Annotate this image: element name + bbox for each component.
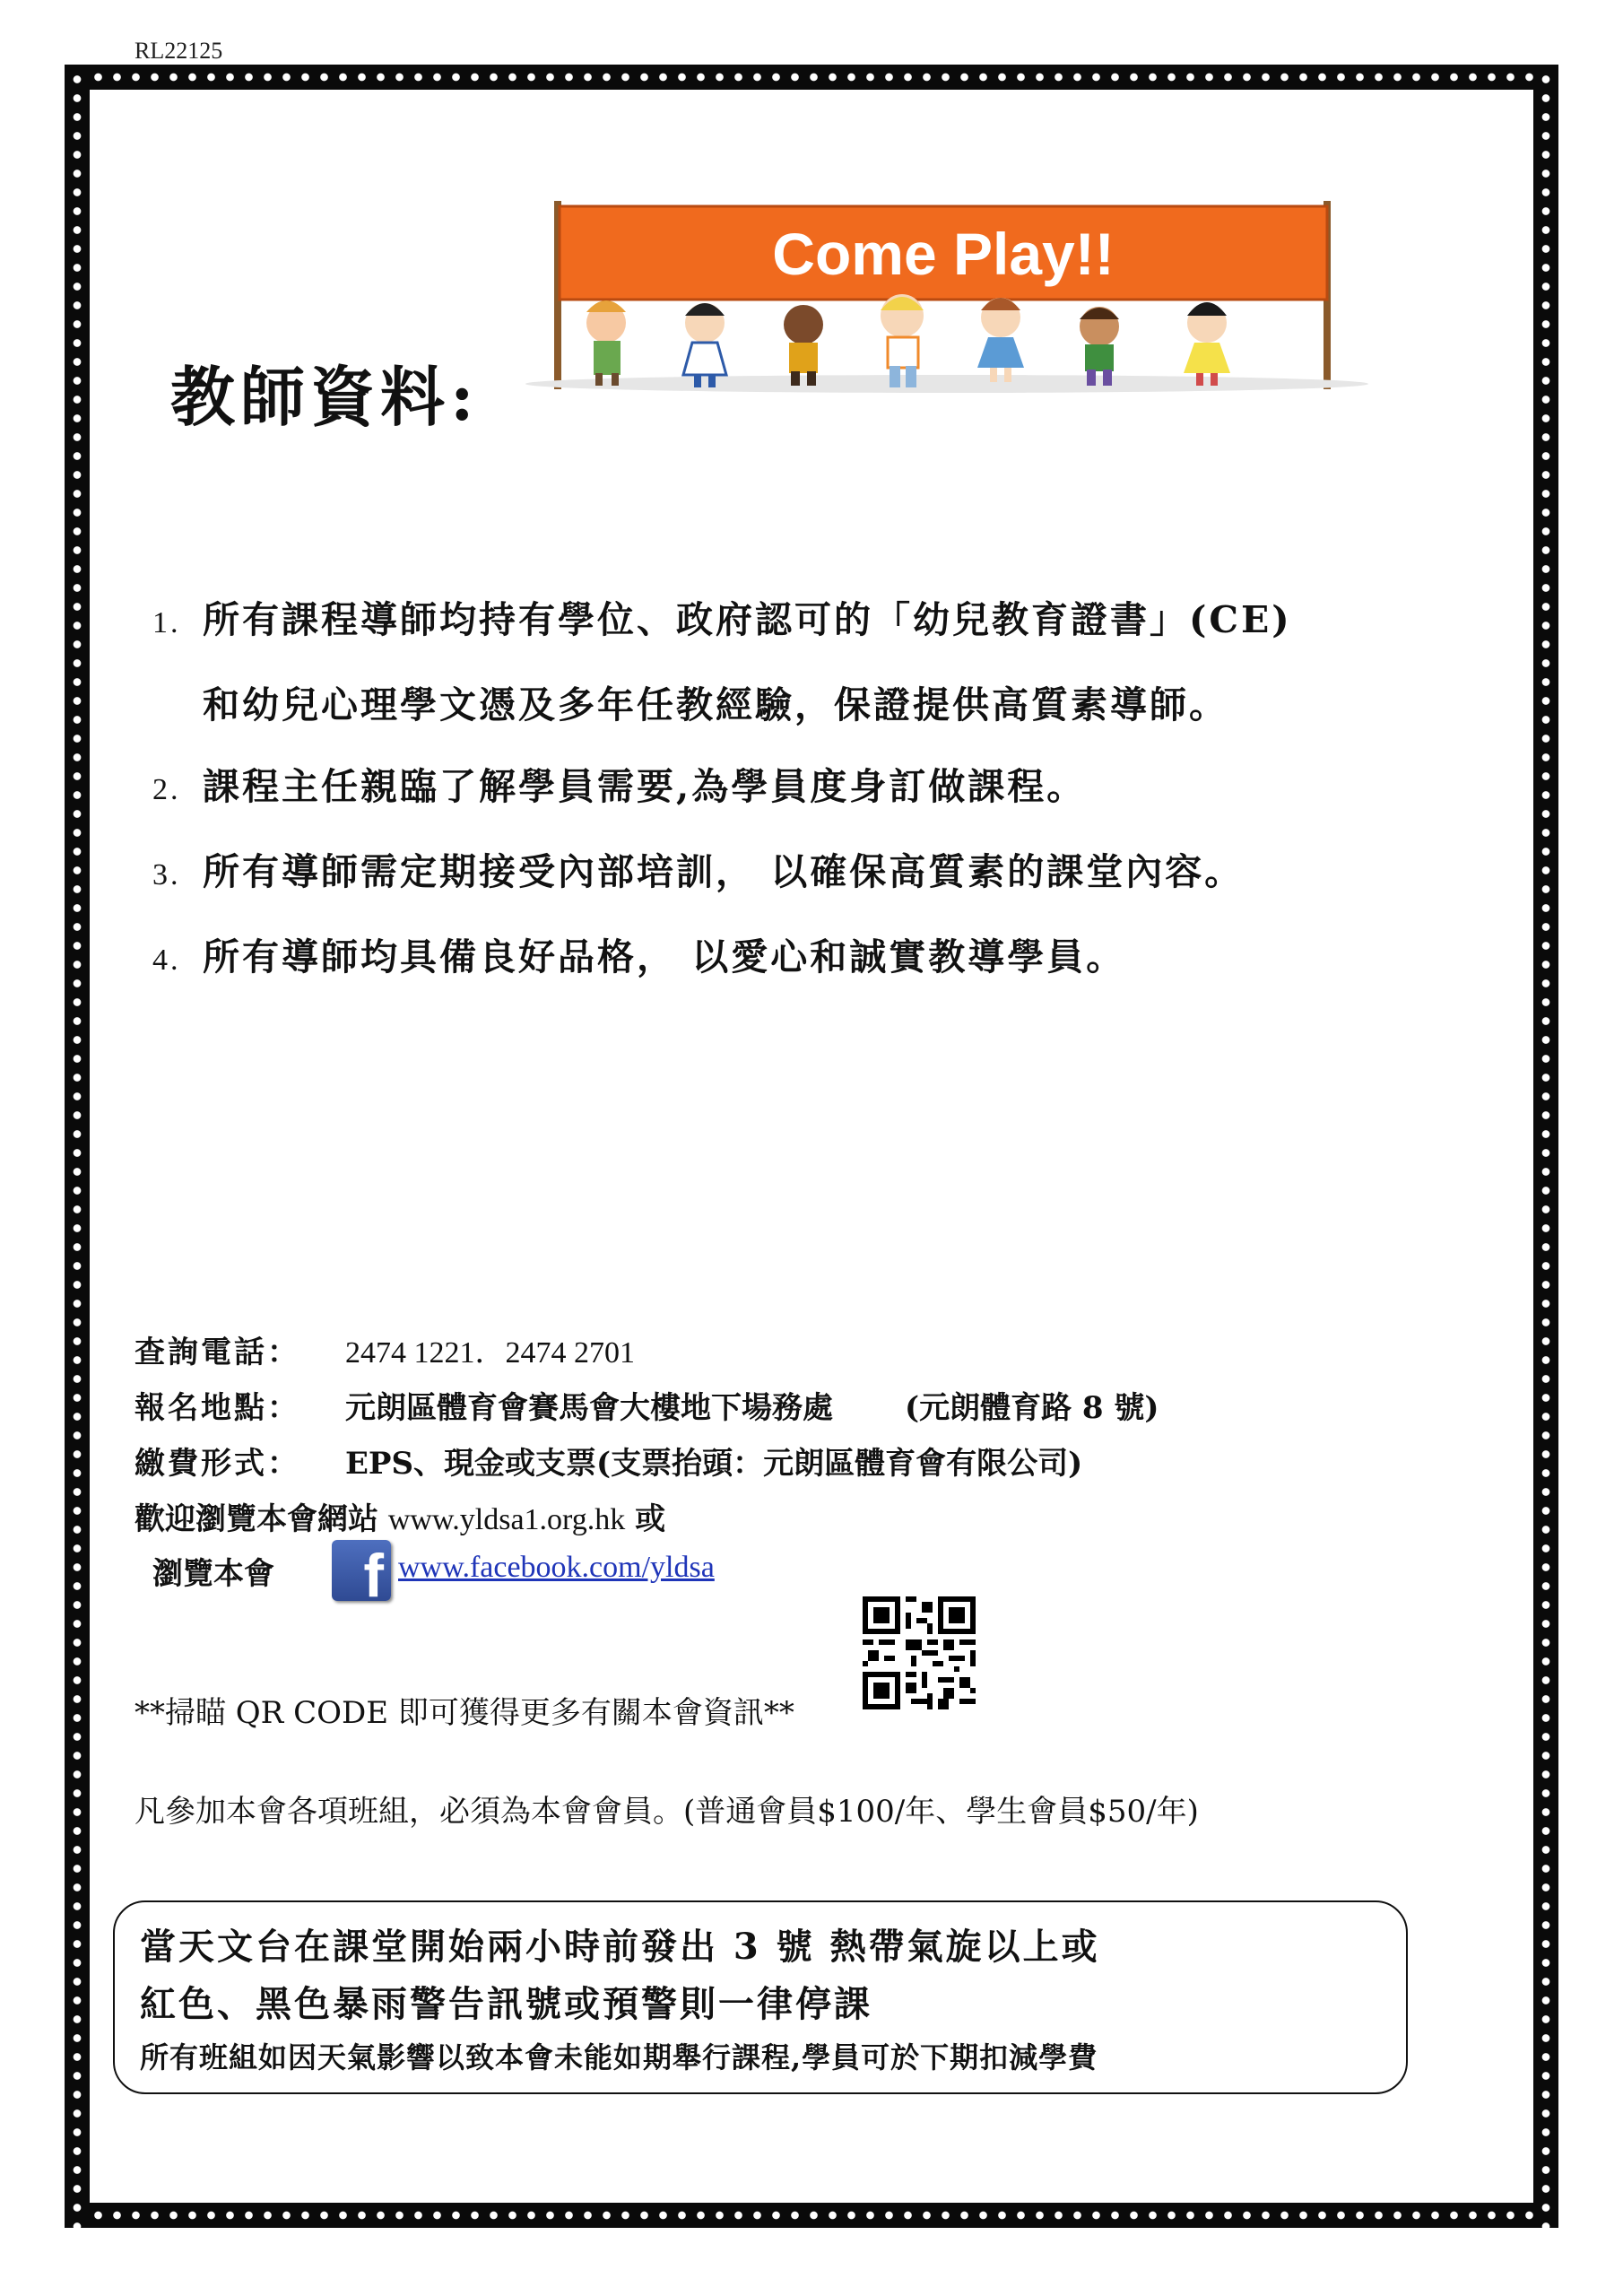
venue-row	[135, 1383, 1159, 1427]
border-bottom	[65, 2203, 1558, 2228]
notice-line-3: 所有班組如因天氣影響以致本會未能如期舉行課程,學員可於下期扣減學費	[140, 2040, 1098, 2074]
payment-value: EPS、現金或支票(支票抬頭：元朗區體育會有限公司)	[345, 1446, 1083, 1482]
facebook-prefix: 瀏覽本會	[152, 1556, 274, 1592]
facebook-icon[interactable]: f	[332, 1540, 391, 1601]
banner-text: Come Play!!	[772, 221, 1115, 287]
website-link[interactable]: www.yldsa1.org.hk	[387, 1503, 626, 1536]
children-illustration	[586, 294, 1230, 387]
phone-label: 查詢電話：	[135, 1335, 300, 1370]
page-heading: 教師資料:	[170, 359, 480, 435]
website-prefix: 歡迎瀏覽本會網站	[135, 1501, 378, 1537]
list-item-text: 所有導師需定期接受內部培訓， 以確保高質素的課堂內容。	[203, 850, 1245, 893]
list-item	[152, 599, 1408, 644]
website-row	[135, 1494, 665, 1538]
border-left	[65, 65, 90, 2228]
list-item-number: 3.	[152, 858, 181, 891]
facebook-link[interactable]: www.facebook.com/yldsa	[398, 1551, 715, 1584]
membership-note: 凡參加本會各項班組，必須為本會會員。(普通會員$100/年、學生會員$50/年)	[135, 1794, 1199, 1830]
venue-value: 元朗區體育會賽馬會大樓地下場務處	[345, 1390, 833, 1426]
come-play-banner	[516, 197, 1377, 404]
phone-row	[135, 1327, 635, 1371]
list-item-continuation	[152, 684, 1408, 726]
qr-note: **掃瞄 QR CODE 即可獲得更多有關本會資訊**	[135, 1695, 794, 1731]
list-item-text: 課程主任親臨了解學員需要,為學員度身訂做課程。	[203, 765, 1087, 808]
list-item-number: 1.	[152, 606, 181, 639]
border-top	[65, 65, 1558, 90]
border-right	[1533, 65, 1558, 2228]
notice-line-2: 紅色、黑色暴雨警告訊號或預警則一律停課	[140, 1983, 872, 2025]
venue-address: (元朗體育路 8 號)	[905, 1390, 1159, 1426]
qr-code	[863, 1596, 976, 1709]
venue-label: 報名地點：	[135, 1390, 300, 1426]
list-item	[152, 766, 1408, 811]
website-suffix: 或	[635, 1501, 666, 1537]
list-item	[152, 936, 1408, 981]
facebook-row	[152, 1549, 274, 1593]
notice-line-1: 當天文台在課堂開始兩小時前發出 3 號 熱帶氣旋以上或	[140, 1926, 1100, 1968]
document-id: RL22125	[135, 38, 223, 64]
list-item	[152, 851, 1408, 896]
list-item-text: 和幼兒心理學文憑及多年任教經驗，保證提供高質素導師。	[203, 683, 1228, 726]
teacher-points-list	[152, 599, 1408, 1022]
weather-notice-box	[113, 1900, 1408, 2094]
payment-row	[135, 1439, 1082, 1483]
list-item-number: 2.	[152, 773, 181, 806]
list-item-text: 所有導師均具備良好品格， 以愛心和誠實教導學員。	[203, 935, 1126, 978]
payment-label: 繳費形式：	[135, 1446, 300, 1482]
list-item-text: 所有課程導師均持有學位、政府認可的「幼兒教育證書」(CE)	[203, 598, 1292, 641]
list-item-number: 4.	[152, 944, 181, 977]
phone-value: 2474 1221．2474 2701	[345, 1336, 635, 1370]
facebook-link-row	[398, 1549, 715, 1585]
